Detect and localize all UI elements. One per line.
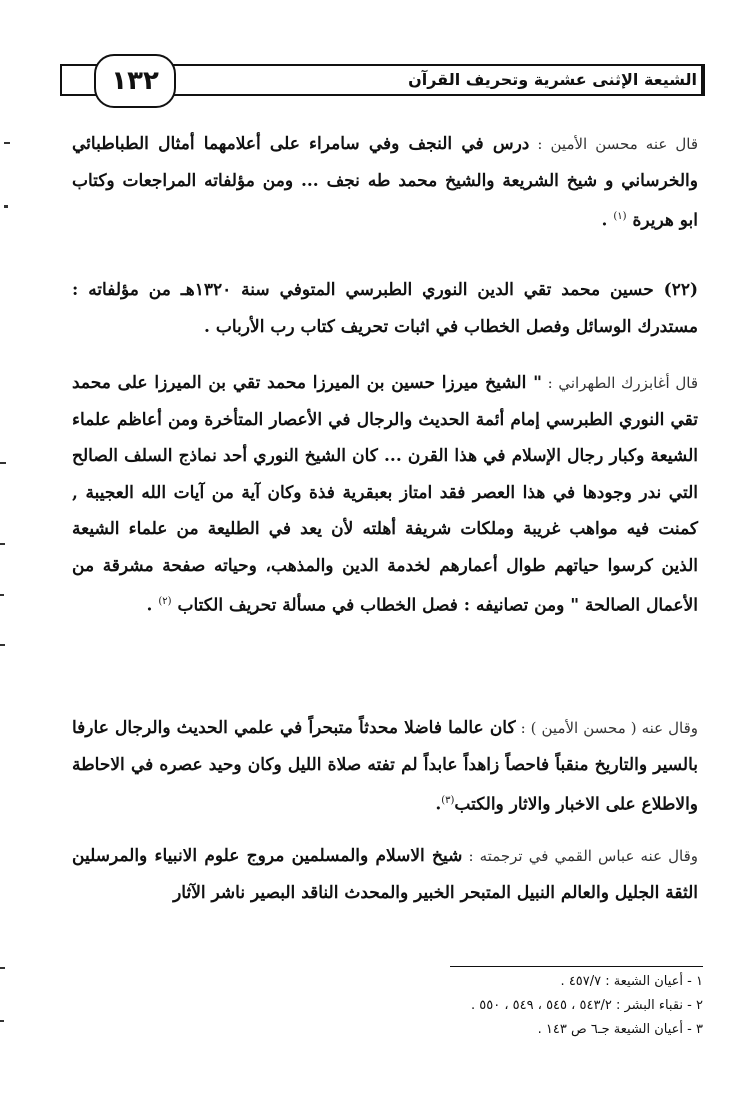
footnote-ref-1[interactable]: (١) (613, 211, 627, 222)
paragraph-muhsin-amin-2 (72, 710, 698, 823)
paragraph-text: (٢٢) حسين محمد تقي الدين النوري الطبرسي المتوفي سنة ١٣٢٠هـ من مؤلفاته : مستدرك الوسائل وفصل الخطاب في اثبات تحريف كتاب رب الأرباب . (72, 280, 699, 337)
paragraph-muhsin-amin-1 (72, 126, 698, 239)
scan-mark (4, 142, 10, 144)
page-header (60, 54, 705, 104)
footnotes (300, 970, 703, 1042)
footnote-separator (450, 966, 703, 967)
paragraph-tail: . (146, 595, 159, 616)
paragraph-tehrani-quote (72, 365, 698, 624)
scan-mark (0, 462, 6, 464)
header-right-bar (701, 64, 705, 96)
footnote-item: ١ - أعيان الشيعة : ٤٥٧/٧ . (560, 974, 703, 989)
footnote-item: ٣ - أعيان الشيعة جـ٦ ص ١٤٣ . (537, 1022, 703, 1037)
entry-22-heading (72, 272, 698, 345)
scan-mark (0, 543, 5, 545)
header-left-box (60, 64, 92, 96)
paragraph-lead: قال عنه محسن الأمين : (529, 135, 698, 153)
paragraph-lead: قال أغابزرك الطهراني : (541, 374, 698, 392)
footnote-text: أعيان الشيعة : ٤٥٧/٧ . (560, 974, 684, 989)
footnote-text: نقباء البشر : ٥٤٣/٢ ، ٥٤٥ ، ٥٤٩ ، ٥٥٠ . (470, 998, 684, 1013)
footnote-item: ٢ - نقباء البشر : ٥٤٣/٢ ، ٥٤٥ ، ٥٤٩ ، ٥٥٠ . (470, 998, 703, 1013)
footnote-number: ٣ (696, 1022, 703, 1037)
scan-mark (0, 967, 5, 969)
page-number: ١٣٢ (94, 54, 176, 108)
paragraph-tail: . (435, 794, 442, 815)
footnote-text: أعيان الشيعة جـ٦ ص ١٤٣ . (537, 1022, 684, 1037)
scan-mark (0, 644, 5, 646)
running-title: الشيعة الإثنى عشرية وتحريف القرآن (408, 70, 697, 89)
scan-mark (0, 594, 4, 596)
paragraph-text: " الشيخ ميرزا حسين بن الميرزا محمد تقي بن الميرزا على محمد تقي النوري الطبرسي إمام أئمة الحديث والرجال في الأعصار المتأخرة ومن أعاظم علماء الشيعة وكبار رجال الإسلام في هذا القرن ... كان الشيخ النوري أحد نماذج السلف الصالح التي ندر وجودها في هذا العصر فقد امتاز بعبقرية فذة وكان آية من آيات الله العجيبة , كمنت فيه مواهب غريبة وملكات شريفة أهلته لأن يعد في الطليعة من علماء الشيعة الذين كرسوا حياتهم طوال أعمارهم لخدمة الدين والمذهب، وحياته صفحة مشرقة من الأعمال الصالحة " ومن تصانيفه : فصل الخطاب في مسألة تحريف الكتاب (72, 373, 698, 616)
paragraph-text: شيخ الاسلام والمسلمين مروج علوم الانبياء والمرسلين الثقة الجليل والعالم النبيل المتبحر الخبير والمحدث الناقد البصير ناشر الآثار (72, 846, 698, 903)
paragraph-abbas-qummi (72, 838, 698, 911)
scan-mark (4, 205, 8, 208)
paragraph-text: كان عالما فاضلا محدثاً متبحراً في علمي الحديث والرجال عارفا بالسير والتاريخ منقباً فاحصاً زاهداً عابداً لم تفته صلاة الليل وكان وحيد عصره في الاحاطة والاطلاع على الاخبار والاثار والكتب (72, 718, 698, 815)
scan-mark (0, 1020, 4, 1022)
footnote-ref-2[interactable]: (٢) (158, 596, 172, 607)
paragraph-lead: وقال عنه عباس القمي في ترجمته : (462, 847, 699, 865)
paragraph-lead: وقال عنه ( محسن الأمين ) : (515, 719, 698, 737)
footnote-ref-3[interactable]: (٣) (441, 795, 455, 806)
footnote-number: ٢ (696, 998, 703, 1013)
paragraph-tail: . (601, 210, 614, 231)
paragraph-text: درس في النجف وفي سامراء على أعلامهما أمثال الطباطبائي والخرساني و شيخ الشريعة والشيخ محمد طه نجف ... ومن مؤلفاته المراجعات وكتاب ابو هريرة (72, 134, 698, 231)
footnote-number: ١ (696, 974, 703, 989)
